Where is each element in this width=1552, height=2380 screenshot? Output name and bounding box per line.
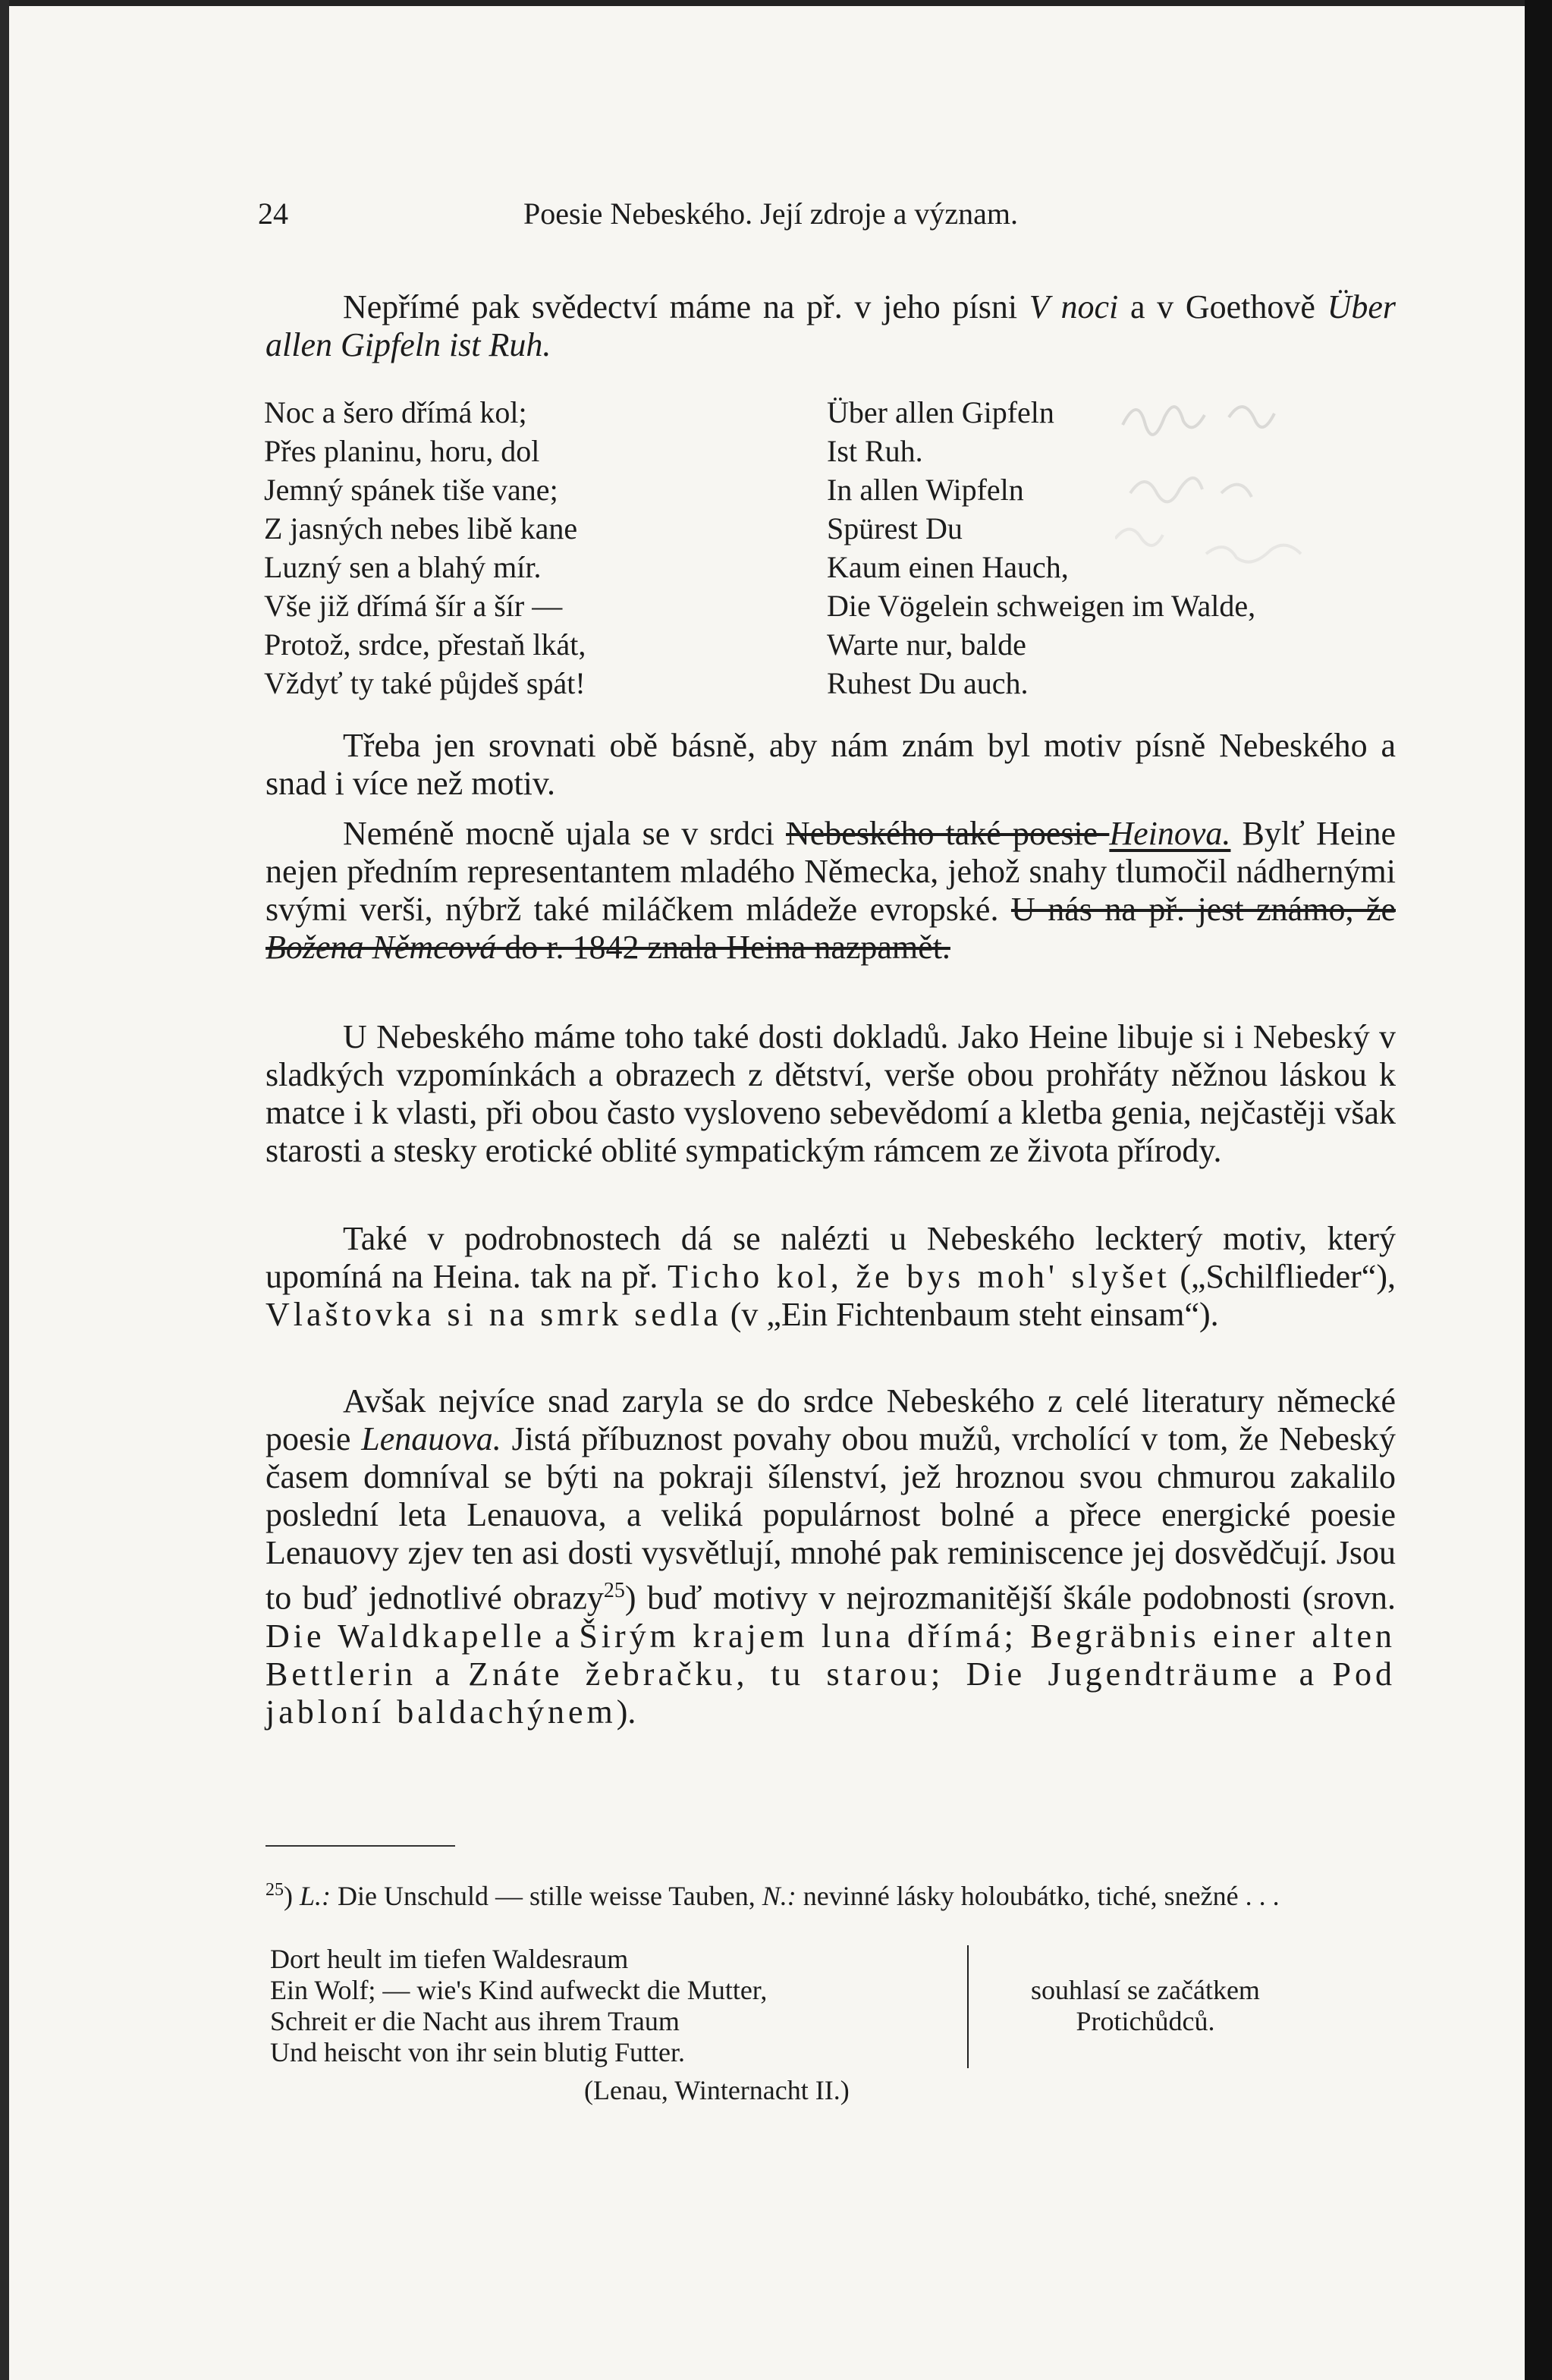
poem-line: Vždyť ty také půjdeš spát!	[264, 666, 586, 700]
lenau-highlight: Lenauova.	[361, 1420, 501, 1457]
poem-czech	[264, 393, 586, 703]
poem-title: Pod jabloní baldachýnem	[265, 1655, 1396, 1731]
footnote-label-l: L.:	[300, 1881, 331, 1911]
poem-line: Vše již dřímá šír a šír —	[264, 589, 563, 623]
goethe-title: Über allen Gipfeln ist Ruh.	[265, 288, 1396, 363]
footnote-side-note	[986, 1975, 1305, 2037]
struck-through-sentence-end: do r. 1842 znala Heina nazpamět.	[496, 929, 950, 966]
struck-through-sentence: U nás na př. jest známo, že	[1010, 891, 1396, 928]
poem-title: Širým krajem luna dřímá; Begräbnis einer alten Bettlerin	[265, 1617, 1396, 1693]
page-number: 24	[258, 196, 288, 231]
poem-line: Spürest Du	[827, 511, 963, 545]
p5-text-h: a	[416, 1655, 469, 1693]
poem-line: Ruhest Du auch.	[827, 666, 1029, 700]
quoted-motif: Ticho kol, že bys moh' slyšet	[668, 1258, 1170, 1295]
intro-text-2: a v Goethově	[1118, 288, 1327, 325]
poem-title: Die Waldkapelle	[265, 1617, 545, 1655]
scan-edge-top	[0, 0, 1540, 6]
poem-line: Ist Ruh.	[827, 434, 923, 468]
quote-line: Schreit er die Nacht aus ihrem Traum	[270, 2006, 680, 2036]
paragraph-5	[265, 1382, 1396, 1731]
scan-edge-left	[0, 0, 9, 2380]
paragraph-2	[265, 815, 1396, 967]
poem-line: Luzný sen a blahý mír.	[264, 550, 542, 584]
footnote-mark: 25	[265, 1880, 284, 1900]
p5-text-j: a	[1280, 1655, 1333, 1693]
pencil-marginalia-drawing	[1115, 379, 1373, 607]
footnote-separator	[265, 1845, 455, 1847]
quote-line: Ein Wolf; — wie's Kind aufweckt die Mutter,	[270, 1975, 768, 2005]
nemcova-name: Božena Němcová	[265, 929, 497, 966]
intro-text: Nepřímé pak svědectví máme na př. v jeho písni	[343, 288, 1029, 325]
poem-line: Warte nur, balde	[827, 627, 1026, 662]
footnote-text	[265, 1874, 1396, 1912]
paragraph-1: Třeba jen srovnati obě básně, aby nám znám byl motiv písně Nebeského a snad i více než motiv.	[265, 727, 1396, 802]
footnote-divider	[967, 1945, 969, 2068]
side-note-line: Protichůdců.	[1076, 2006, 1215, 2036]
poem-line: Kaum einen Hauch,	[827, 550, 1069, 584]
heine-highlight: Heinova.	[1109, 815, 1231, 852]
paragraph-4	[265, 1220, 1396, 1334]
p2-text-a: Neméně mocně ujala se v srdci	[343, 815, 786, 852]
p2-text-d: Bylť Heine nejen předním representantem mladého Německa, jehož snahy tlumočil nádhernými svými verši, nýbrž také miláčkem mládeže evropské.	[265, 815, 1396, 928]
song-title: V noci	[1029, 288, 1119, 325]
scan-edge-right	[1525, 0, 1552, 2380]
poem-title: Znáte žebračku, tu starou; Die Jugendträume	[468, 1655, 1281, 1693]
footnote-ref: 25	[603, 1579, 625, 1602]
p5-text-a: Avšak nejvíce snad zaryla se do srdce Nebeského z celé literatury německé poesie	[265, 1382, 1396, 1457]
p4-text-c: („Schilflieder“),	[1170, 1258, 1396, 1295]
footnote-label-n: N.:	[762, 1881, 796, 1911]
side-note-line: souhlasí se začátkem	[1031, 1975, 1260, 2005]
quote-line: Und heischt von ihr sein blutig Futter.	[270, 2037, 685, 2067]
footnote-text-c: nevinné lásky holoubátko, tiché, snežné . . .	[796, 1881, 1280, 1911]
poem-line: In allen Wipfeln	[827, 473, 1024, 507]
poem-line: Jemný spánek tiše vane;	[264, 473, 558, 507]
poem-line: Z jasných nebes libě kane	[264, 511, 578, 545]
paragraph-3: U Nebeského máme toho také dosti dokladů. Jako Heine libuje si i Nebeský v sladkých vzpomínkách a obrazech z dětství, verše obou prohřáty něžnou láskou k matce i k vlasti, při obou často vysloveno sebevědomí a kletba genia, nejčastěji však starosti a stesky erotické oblité sympatickým rámcem ze života přírody.	[265, 1018, 1396, 1169]
p4-text-a: Také v podrobnostech dá se nalézti u Nebeského leckterý motiv, který upomíná na Heina. tak na př.	[265, 1220, 1396, 1295]
p5-text-d: ) buď motivy v nejrozmanitější škále podobnosti (srovn.	[624, 1579, 1396, 1617]
p4-text-e: (v „Ein Fichtenbaum steht einsam“).	[721, 1296, 1219, 1333]
p5-text-f: a	[545, 1617, 580, 1655]
poem-line: Über allen Gipfeln	[827, 395, 1054, 429]
intro-paragraph	[265, 288, 1396, 364]
poem-line: Protož, srdce, přestaň lkát,	[264, 627, 586, 662]
p5-text-l: ).	[616, 1693, 636, 1731]
poem-line: Noc a šero dřímá kol;	[264, 395, 527, 429]
footnote-text-b: Die Unschuld — stille weisse Tauben,	[331, 1881, 762, 1911]
footnote-text-a: )	[284, 1881, 300, 1911]
quoted-motif: Vlaštovka si na smrk sedla	[265, 1296, 722, 1333]
poem-line: Die Vögelein schweigen im Walde,	[827, 589, 1256, 623]
running-title: Poesie Nebeského. Její zdroje a význam.	[523, 196, 1019, 231]
struck-through-phrase: Nebeského také poesie	[785, 815, 1110, 852]
poem-line: Přes planinu, horu, dol	[264, 434, 540, 468]
p5-text-c: Jistá příbuznost povahy obou mužů, vrcholící v tom, že Nebeský časem domníval se býti na pokraji šílenství, jež hroznou svou chmurou zakalilo poslední leta Lenauova, a veliká populárnost bolné a přece energické poesie Lenauovy zjev ten asi dosti vysvětlují, mnohé pak reminiscence jej dosvědčují. Jsou to buď jednotlivé obrazy	[265, 1420, 1396, 1617]
footnote-source: (Lenau, Winternacht II.)	[584, 2075, 850, 2105]
quote-line: Dort heult im tiefen Waldesraum	[270, 1944, 629, 1974]
footnote-quote	[270, 1944, 767, 2068]
